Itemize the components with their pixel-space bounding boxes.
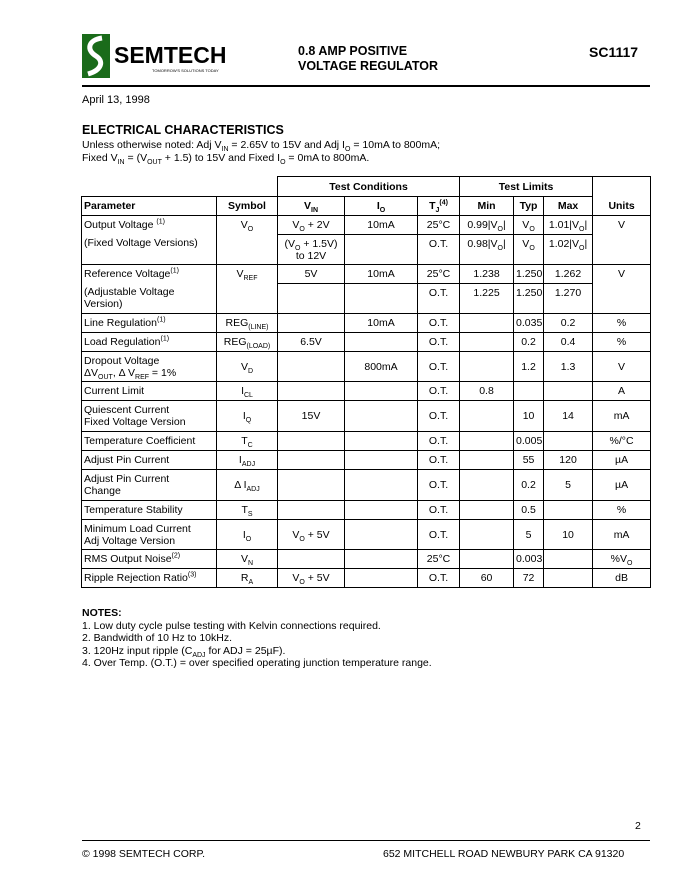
io-cell: 10mA [345,216,418,235]
units-cell: mA [593,401,651,432]
table-row [82,352,651,382]
tj-cell: O.T. [418,314,460,333]
units-cell: V [593,352,651,382]
units-cell: µA [593,470,651,501]
typ-cell: $V_O$ [514,216,544,235]
symbol-cell: Δ $I_{ADJ}$ [217,470,278,501]
header-typ: Typ [514,197,544,216]
vin-cell [278,314,345,333]
typ-cell: 0.5 [514,501,544,520]
vin-cell [278,451,345,470]
io-cell [345,569,418,588]
document-title [298,44,438,74]
max-cell [544,550,593,569]
notes [82,607,432,670]
max-cell: 1.270 [544,284,593,314]
symbol-vo: $V_O$ [217,216,278,265]
io-cell [345,235,418,265]
max-cell: 10 [544,520,593,550]
io-cell [345,401,418,432]
param-rms-output-noise: RMS Output Noise$^{(2)}$ [82,550,217,569]
typ-cell [514,382,544,401]
part-number: SC1117 [589,44,639,60]
param-adjust-pin-current: Adjust Pin Current [82,451,217,470]
tj-cell: O.T. [418,520,460,550]
max-cell: 14 [544,401,593,432]
min-cell [460,520,514,550]
units-cell: V [593,216,651,265]
typ-cell: $V_O$ [514,235,544,265]
max-cell: 0.4 [544,333,593,352]
tj-cell: O.T. [418,569,460,588]
min-cell [460,314,514,333]
io-cell [345,284,418,314]
vin-cell: $V_O + 5V$ [278,569,345,588]
table-row [82,550,651,569]
header-units: Units [593,197,651,216]
param-reference-voltage: Reference Voltage$^{(1)}$ [82,265,217,284]
max-cell: 5 [544,470,593,501]
vin-cell [278,550,345,569]
table-row [82,333,651,352]
units-cell: % [593,333,651,352]
typ-cell: 10 [514,401,544,432]
vin-cell [278,470,345,501]
date: April 13, 1998 [82,94,150,106]
symbol-cell: $R_A$ [217,569,278,588]
typ-cell: 1.250 [514,265,544,284]
io-cell [345,432,418,451]
min-cell: 0.8 [460,382,514,401]
note-4: 4. Over Temp. (O.T.) = over specified operating junction temperature range. [82,657,432,669]
param-output-voltage: Output Voltage $^{(1)}$ [82,216,217,235]
conditions-line-1: Unless otherwise noted: Adj $V_{IN} = 2.65V$ to 15V and Adj $I_O = 10mA$ to 800mA; [82,139,441,154]
min-cell [460,432,514,451]
min-cell [460,352,514,382]
tj-cell: O.T. [418,382,460,401]
table-header-row [82,197,651,216]
symbol-vref: $V_{REF}$ [217,265,278,314]
tj-cell: 25°C [418,550,460,569]
test-conditions-note [82,139,440,165]
units-cell: mA [593,520,651,550]
header-tj: $T_J^{(4)}$ [418,197,460,216]
table-row [82,569,651,588]
tj-cell: O.T. [418,235,460,265]
note-3: 3. 120Hz input ripple ($C_{ADJ}$ for ADJ = 25µF). [82,644,286,659]
units-cell: µA [593,451,651,470]
io-cell: 800mA [345,352,418,382]
param-fixed-versions: (Fixed Voltage Versions) [82,235,217,265]
footer-rule [82,840,650,841]
symbol-cell: $I_Q$ [217,401,278,432]
param-minimum-load-current: Minimum Load Current Adj Voltage Version [82,520,217,550]
io-cell [345,550,418,569]
param-ripple-rejection-ratio: Ripple Rejection Ratio$^{(3)}$ [82,569,217,588]
symbol-cell: $V_N$ [217,550,278,569]
header-parameter: Parameter [82,197,217,216]
units-cell: %/°C [593,432,651,451]
units-cell: V [593,265,651,314]
min-cell: $0.98|V_O|$ [460,235,514,265]
io-cell [345,451,418,470]
tj-cell: O.T. [418,333,460,352]
vin-cell: 15V [278,401,345,432]
tj-cell: 25°C [418,216,460,235]
min-cell [460,401,514,432]
table-row [82,432,651,451]
typ-cell: 0.005 [514,432,544,451]
min-cell [460,333,514,352]
tj-cell: O.T. [418,451,460,470]
max-cell [544,432,593,451]
max-cell: 1.262 [544,265,593,284]
tj-cell: O.T. [418,352,460,382]
max-cell: 1.3 [544,352,593,382]
symbol-cell: $REG_{(LINE)}$ [217,314,278,333]
min-cell [460,451,514,470]
io-cell: 10mA [345,314,418,333]
group-test-conditions: Test Conditions [278,177,460,197]
header-vin: $V_{IN}$ [278,197,345,216]
vin-cell: 6.5V [278,333,345,352]
max-cell [544,382,593,401]
tj-cell: 25°C [418,265,460,284]
logo-tagline: TOMORROW'S SOLUTIONS TODAY [152,68,219,73]
io-cell [345,382,418,401]
vin-cell: $V_O + 2V$ [278,216,345,235]
table-row [82,235,651,265]
vin-cell: $(V_O + 1.5V)$ to 12V [278,235,345,265]
param-quiescent-current: Quiescent Current Fixed Voltage Version [82,401,217,432]
symbol-cell: $V_D$ [217,352,278,382]
typ-cell: 0.035 [514,314,544,333]
units-cell: dB [593,569,651,588]
param-temperature-stability: Temperature Stability [82,501,217,520]
typ-cell: 0.2 [514,333,544,352]
table-group-header-row [82,177,651,197]
symbol-cell: $I_{ADJ}$ [217,451,278,470]
min-cell: $0.99|V_O|$ [460,216,514,235]
io-cell [345,501,418,520]
min-cell: 1.238 [460,265,514,284]
table-row [82,216,651,235]
logo-text: SEMTECH [114,42,227,68]
symbol-cell: $T_S$ [217,501,278,520]
param-temperature-coefficient: Temperature Coefficient [82,432,217,451]
table-row [82,451,651,470]
units-cell: $\%V_O$ [593,550,651,569]
typ-cell: 0.2 [514,470,544,501]
table-row [82,520,651,550]
max-cell: $1.01|V_O|$ [544,216,593,235]
tj-cell: O.T. [418,432,460,451]
vin-cell [278,284,345,314]
typ-cell: 72 [514,569,544,588]
typ-cell: 5 [514,520,544,550]
copyright: © 1998 SEMTECH CORP. [82,848,206,860]
symbol-cell: $REG_{(LOAD)}$ [217,333,278,352]
vin-cell: $V_O + 5V$ [278,520,345,550]
header-rule [82,85,650,87]
note-2: 2. Bandwidth of 10 Hz to 10kHz. [82,632,232,644]
max-cell: 120 [544,451,593,470]
notes-heading: NOTES: [82,607,122,619]
table-row [82,501,651,520]
address: 652 MITCHELL ROAD NEWBURY PARK CA 91320 [383,848,625,860]
io-cell [345,520,418,550]
typ-cell: 1.250 [514,284,544,314]
title-line-2: VOLTAGE REGULATOR [298,59,439,73]
table-row [82,401,651,432]
conditions-line-2: Fixed $V_{IN} = (V_{OUT} + 1.5)$ to 15V and Fixed $I_O = 0mA$ to 800mA. [82,152,370,167]
vin-cell [278,501,345,520]
max-cell [544,569,593,588]
param-line-regulation: Line Regulation$^{(1)}$ [82,314,217,333]
table-row [82,314,651,333]
tj-cell: O.T. [418,401,460,432]
min-cell: 1.225 [460,284,514,314]
io-cell: 10mA [345,265,418,284]
param-adjust-pin-current-change: Adjust Pin Current Change [82,470,217,501]
units-cell: % [593,314,651,333]
param-adjustable-version: (Adjustable Voltage Version) [82,284,217,314]
note-1: 1. Low duty cycle pulse testing with Kelvin connections required. [82,619,381,632]
typ-cell: 0.003 [514,550,544,569]
min-cell [460,470,514,501]
min-cell [460,550,514,569]
max-cell: 0.2 [544,314,593,333]
table-row [82,470,651,501]
vin-cell [278,432,345,451]
header-io: $I_O$ [345,197,418,216]
table-row [82,265,651,284]
symbol-cell: $I_{CL}$ [217,382,278,401]
vin-cell: 5V [278,265,345,284]
min-cell [460,501,514,520]
max-cell: $1.02|V_O|$ [544,235,593,265]
header-symbol: Symbol [217,197,278,216]
min-cell: 60 [460,569,514,588]
units-cell: % [593,501,651,520]
vin-cell [278,382,345,401]
header-min: Min [460,197,514,216]
io-cell [345,470,418,501]
param-dropout-voltage: Dropout Voltage $\Delta V_{OUT}$, Δ $V_{REF} = 1\%$ [82,352,217,382]
vin-cell [278,352,345,382]
group-test-limits: Test Limits [460,177,593,197]
section-title: ELECTRICAL CHARACTERISTICS [82,123,284,137]
param-load-regulation: Load Regulation$^{(1)}$ [82,333,217,352]
symbol-cell: $I_O$ [217,520,278,550]
typ-cell: 55 [514,451,544,470]
tj-cell: O.T. [418,470,460,501]
semtech-logo [82,32,276,80]
semtech-logo-graphic [82,32,276,80]
tj-cell: O.T. [418,501,460,520]
tj-cell: O.T. [418,284,460,314]
title-line-1: 0.8 AMP POSITIVE [298,44,408,58]
typ-cell: 1.2 [514,352,544,382]
symbol-cell: $T_C$ [217,432,278,451]
electrical-characteristics-table [81,176,651,588]
page-number: 2 [635,820,641,832]
table-row [82,284,651,314]
units-cell: A [593,382,651,401]
io-cell [345,333,418,352]
header-max: Max [544,197,593,216]
table-row [82,382,651,401]
max-cell [544,501,593,520]
param-current-limit: Current Limit [82,382,217,401]
